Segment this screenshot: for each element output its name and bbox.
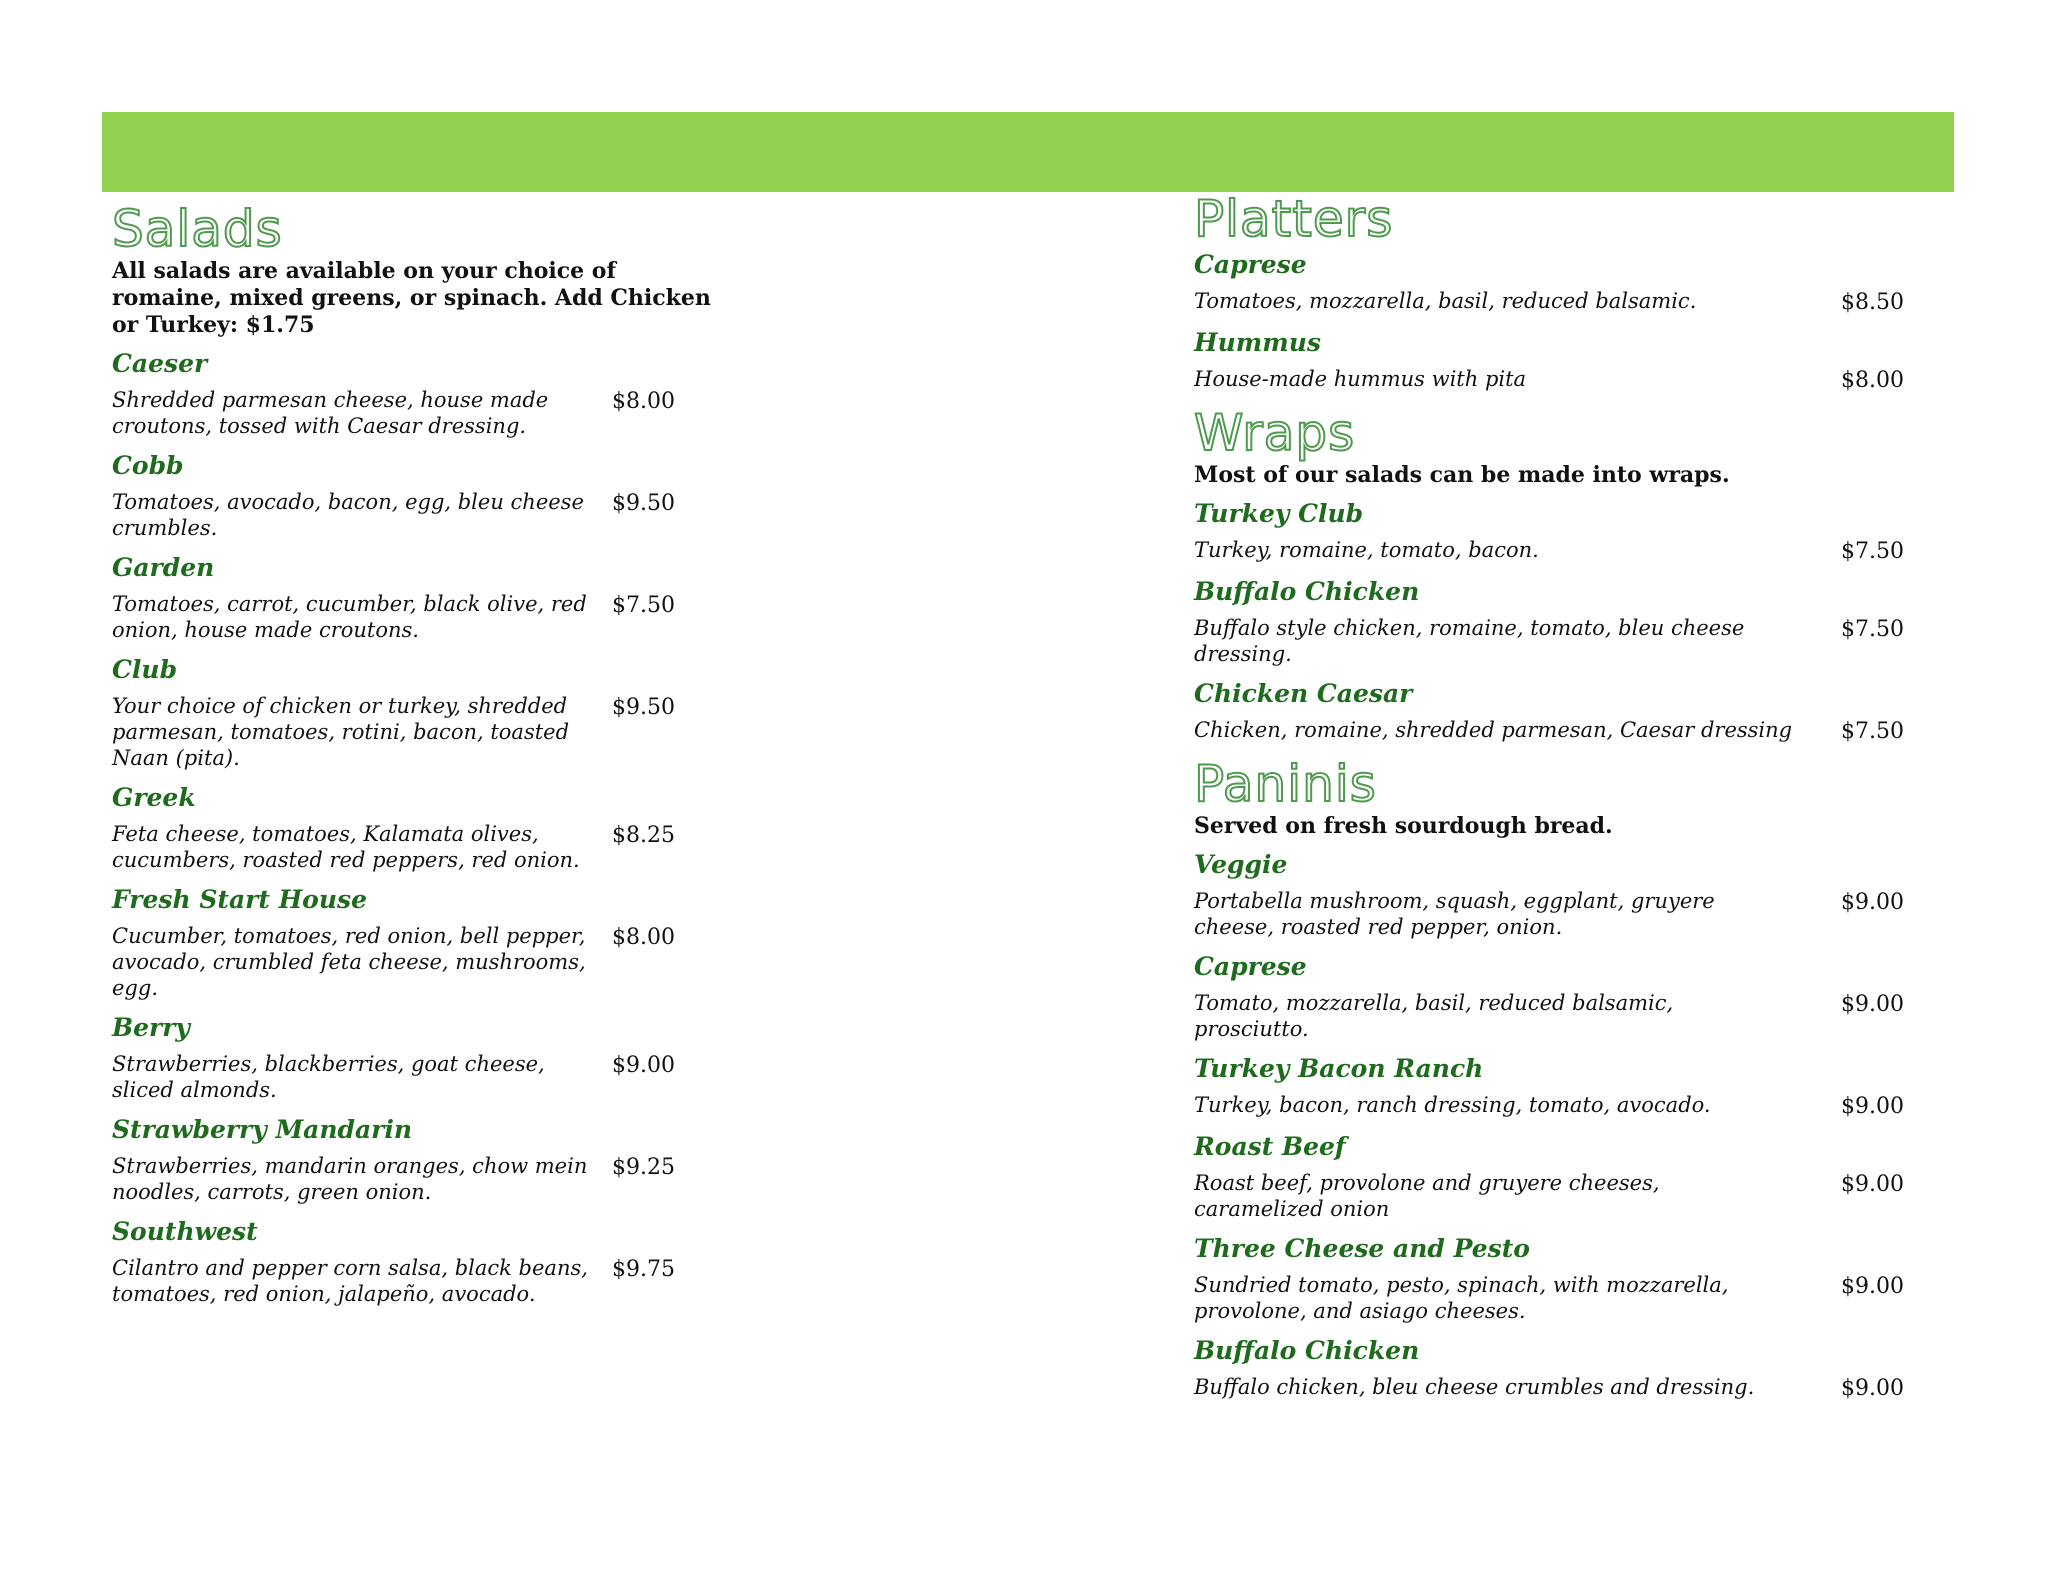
item-price: $9.00 bbox=[1841, 992, 1904, 1017]
item-name: Buffalo Chicken bbox=[1194, 577, 1420, 606]
item-description: Your choice of chicken or turkey, shredded parmesan, tomatoes, rotini, bacon, toasted Naan (pita). bbox=[112, 694, 570, 770]
menu-item bbox=[112, 449, 732, 541]
item-price: $8.00 bbox=[612, 389, 675, 414]
item-name: Cobb bbox=[112, 451, 184, 480]
item-description: Shredded parmesan cheese, house made croutons, tossed with Caesar dressing. bbox=[112, 388, 549, 438]
menu-item bbox=[1194, 248, 1904, 316]
wraps-note: Most of our salads can be made into wraps. bbox=[1194, 462, 1730, 488]
item-description: Tomatoes, mozzarella, basil, reduced balsamic. bbox=[1194, 289, 1697, 313]
item-price: $9.50 bbox=[612, 491, 675, 516]
item-description: Cucumber, tomatoes, red onion, bell pepper, avocado, crumbled feta cheese, mushrooms, egg. bbox=[112, 924, 586, 1000]
paninis-note: Served on fresh sourdough bread. bbox=[1194, 813, 1613, 839]
item-description: Buffalo style chicken, romaine, tomato, bleu cheese dressing. bbox=[1194, 616, 1745, 666]
item-price: $7.50 bbox=[1841, 539, 1904, 564]
item-price: $9.00 bbox=[1841, 1172, 1904, 1197]
menu-item bbox=[112, 653, 732, 771]
item-description: Turkey, bacon, ranch dressing, tomato, avocado. bbox=[1194, 1093, 1711, 1117]
menu-item bbox=[112, 1215, 732, 1307]
header-banner bbox=[102, 112, 1954, 192]
item-description: Strawberries, blackberries, goat cheese, sliced almonds. bbox=[112, 1052, 545, 1102]
item-name: Turkey Club bbox=[1194, 499, 1364, 528]
menu-item bbox=[1194, 1334, 1904, 1402]
item-price: $9.75 bbox=[612, 1257, 675, 1282]
item-name: Caeser bbox=[112, 349, 208, 378]
menu-item bbox=[112, 1113, 732, 1205]
item-name: Garden bbox=[112, 553, 215, 582]
item-price: $9.25 bbox=[612, 1155, 675, 1180]
menu-item bbox=[112, 551, 732, 643]
item-description: Cilantro and pepper corn salsa, black beans, tomatoes, red onion, jalapeño, avocado. bbox=[112, 1256, 588, 1306]
item-price: $9.50 bbox=[612, 695, 675, 720]
item-price: $8.00 bbox=[612, 925, 675, 950]
menu-item bbox=[1194, 1052, 1904, 1120]
item-name: Strawberry Mandarin bbox=[112, 1115, 413, 1144]
menu-item bbox=[112, 347, 732, 439]
item-description: Sundried tomato, pesto, spinach, with mozzarella, provolone, and asiago cheeses. bbox=[1194, 1273, 1729, 1323]
item-name: Fresh Start House bbox=[112, 885, 368, 914]
item-price: $9.00 bbox=[1841, 1376, 1904, 1401]
item-description: Tomatoes, avocado, bacon, egg, bleu cheese crumbles. bbox=[112, 490, 584, 540]
item-description: House-made hummus with pita bbox=[1194, 367, 1527, 391]
item-name: Caprese bbox=[1194, 952, 1307, 981]
item-name: Southwest bbox=[112, 1217, 258, 1246]
item-description: Feta cheese, tomatoes, Kalamata olives, cucumbers, roasted red peppers, red onion. bbox=[112, 822, 580, 872]
menu-item bbox=[1194, 1232, 1904, 1324]
item-description: Strawberries, mandarin oranges, chow mein noodles, carrots, green onion. bbox=[112, 1154, 588, 1204]
salads-column bbox=[112, 200, 732, 1317]
menu-item bbox=[112, 1011, 732, 1103]
item-name: Roast Beef bbox=[1194, 1132, 1346, 1161]
right-column bbox=[1194, 190, 1904, 1412]
salads-note: All salads are available on your choice of romaine, mixed greens, or spinach. Add Chicken or Turkey: $1.75 bbox=[112, 258, 711, 338]
item-description: Turkey, romaine, tomato, bacon. bbox=[1194, 538, 1539, 562]
menu-item bbox=[1194, 1130, 1904, 1222]
menu-item bbox=[1194, 950, 1904, 1042]
item-name: Chicken Caesar bbox=[1194, 679, 1413, 708]
item-name: Hummus bbox=[1194, 328, 1321, 357]
item-name: Veggie bbox=[1194, 850, 1288, 879]
menu-item bbox=[1194, 848, 1904, 940]
item-name: Club bbox=[112, 655, 178, 684]
item-description: Tomato, mozzarella, basil, reduced balsamic, prosciutto. bbox=[1194, 991, 1674, 1041]
item-name: Caprese bbox=[1194, 250, 1307, 279]
item-name: Buffalo Chicken bbox=[1194, 1336, 1420, 1365]
menu-item bbox=[1194, 326, 1904, 394]
item-description: Chicken, romaine, shredded parmesan, Caesar dressing bbox=[1194, 718, 1793, 742]
section-title-wraps: Wraps bbox=[1194, 404, 1356, 462]
item-price: $7.50 bbox=[1841, 719, 1904, 744]
item-description: Buffalo chicken, bleu cheese crumbles and dressing. bbox=[1194, 1375, 1755, 1399]
item-name: Berry bbox=[112, 1013, 190, 1042]
section-title-paninis: Paninis bbox=[1194, 755, 1377, 813]
item-price: $9.00 bbox=[612, 1053, 675, 1078]
item-description: Roast beef, provolone and gruyere cheeses, caramelized onion bbox=[1194, 1171, 1660, 1221]
menu-item bbox=[112, 883, 732, 1001]
menu-item bbox=[112, 781, 732, 873]
item-price: $9.00 bbox=[1841, 890, 1904, 915]
item-price: $9.00 bbox=[1841, 1094, 1904, 1119]
item-price: $7.50 bbox=[612, 593, 675, 618]
item-name: Greek bbox=[112, 783, 196, 812]
section-title-salads: Salads bbox=[112, 200, 283, 258]
item-price: $8.25 bbox=[612, 823, 675, 848]
menu-item bbox=[1194, 677, 1904, 745]
item-price: $9.00 bbox=[1841, 1274, 1904, 1299]
item-description: Tomatoes, carrot, cucumber, black olive, red onion, house made croutons. bbox=[112, 592, 587, 642]
item-price: $8.00 bbox=[1841, 368, 1904, 393]
item-name: Three Cheese and Pesto bbox=[1194, 1234, 1530, 1263]
item-price: $8.50 bbox=[1841, 290, 1904, 315]
item-name: Turkey Bacon Ranch bbox=[1194, 1054, 1484, 1083]
section-title-platters: Platters bbox=[1194, 190, 1394, 248]
item-price: $7.50 bbox=[1841, 617, 1904, 642]
menu-item bbox=[1194, 497, 1904, 565]
item-description: Portabella mushroom, squash, eggplant, gruyere cheese, roasted red pepper, onion. bbox=[1194, 889, 1715, 939]
menu-item bbox=[1194, 575, 1904, 667]
